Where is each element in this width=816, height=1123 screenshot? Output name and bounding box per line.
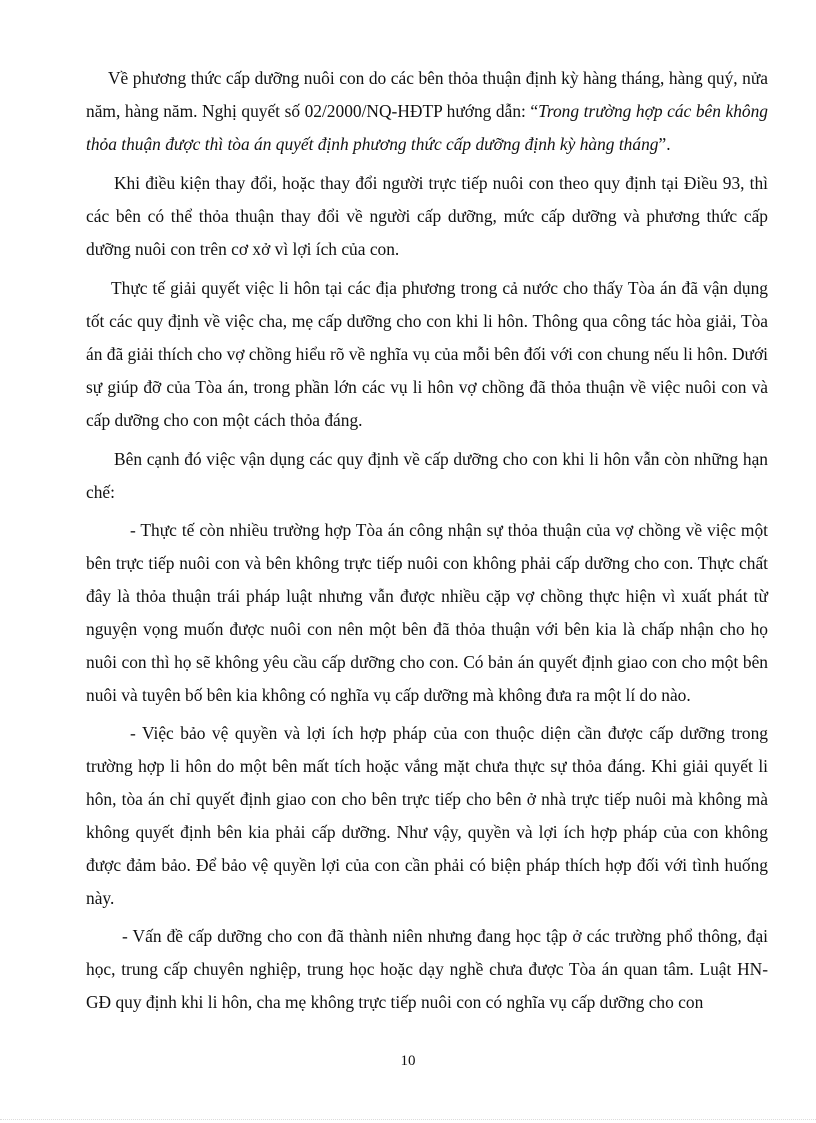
bullet-paragraph-1: - Thực tế còn nhiều trường hợp Tòa án công nhận sự thỏa thuận của vợ chồng về việc một bên trực tiếp nuôi con và bên không trực tiếp nuôi con không phải cấp dưỡng cho con. Thực chất đây là thỏa thuận trái pháp luật nhưng vẫn được nhiều cặp vợ chồng thực hiện vì xuất phát từ nguyện vọng muốn được nuôi con nên một bên đã thỏa thuận với bên kia là chấp nhận cho họ nuôi con thì họ sẽ không yêu cầu cấp dưỡng cho con. Có bản án quyết định giao con cho một bên nuôi và tuyên bố bên kia không có nghĩa vụ cấp dưỡng mà không đưa ra một lí do nào. xyxy=(86,520,768,705)
paragraph-2: Khi điều kiện thay đổi, hoặc thay đổi người trực tiếp nuôi con theo quy định tại Điều 93, thì các bên có thể thỏa thuận thay đổi về người cấp dưỡng, mức cấp dưỡng và phương thức cấp dưỡng nuôi con trên cơ xở vì lợi ích của con. xyxy=(86,173,768,259)
paragraph-3: Thực tế giải quyết việc li hôn tại các địa phương trong cả nước cho thấy Tòa án đã vận dụng tốt các quy định về việc cha, mẹ cấp dưỡng cho con khi li hôn. Thông qua công tác hòa giải, Tòa án đã giải thích cho vợ chồng hiểu rõ về nghĩa vụ của mỗi bên đối với con chung nếu li hôn. Dưới sự giúp đỡ của Tòa án, trong phần lớn các vụ li hôn vợ chồng đã thỏa thuận về việc nuôi con và cấp dưỡng cho con một cách thỏa đáng. xyxy=(86,278,768,430)
document-body xyxy=(86,62,768,1019)
bullet-paragraph-3: - Vấn đề cấp dưỡng cho con đã thành niên nhưng đang học tập ở các trường phổ thông, đại học, trung cấp chuyên nghiệp, trung học hoặc dạy nghề chưa được Tòa án quan tâm. Luật HN-GĐ quy định khi li hôn, cha mẹ không trực tiếp nuôi con có nghĩa vụ cấp dưỡng cho con xyxy=(86,926,768,1012)
paragraph-1-closing: ”. xyxy=(658,134,671,154)
paragraph-1 xyxy=(86,62,768,161)
paragraph-1-text: Về phương thức cấp dưỡng nuôi con do các bên thỏa thuận định kỳ hàng tháng, hàng quý, nửa năm, hàng năm. Nghị quyết số 02/2000/NQ-HĐTP hướng dẫn: “ xyxy=(86,68,768,121)
bullet-paragraph-2: - Việc bảo vệ quyền và lợi ích hợp pháp của con thuộc diện cần được cấp dưỡng trong trường hợp li hôn do một bên mất tích hoặc vắng mặt chưa thực sự thỏa đáng. Khi giải quyết li hôn, tòa án chỉ quyết định giao con cho bên trực tiếp cho bên ở nhà trực tiếp nuôi mà không mà không quyết định bên kia phải cấp dưỡng. Như vậy, quyền và lợi ích hợp pháp của con không được đảm bảo. Để bảo vệ quyền lợi của con cần phải có biện pháp thích hợp đối với tình huống này. xyxy=(86,723,768,908)
page-number: 10 xyxy=(400,1053,416,1069)
quoted-resolution-text: Trong trường hợp các bên không thỏa thuận được thì tòa án quyết định phương thức cấp dưỡng định kỳ hàng tháng xyxy=(86,101,768,154)
paragraph-4: Bên cạnh đó việc vận dụng các quy định về cấp dưỡng cho con khi li hôn vẫn còn những hạn chế: xyxy=(86,449,768,502)
page-bottom-divider xyxy=(0,1119,816,1120)
